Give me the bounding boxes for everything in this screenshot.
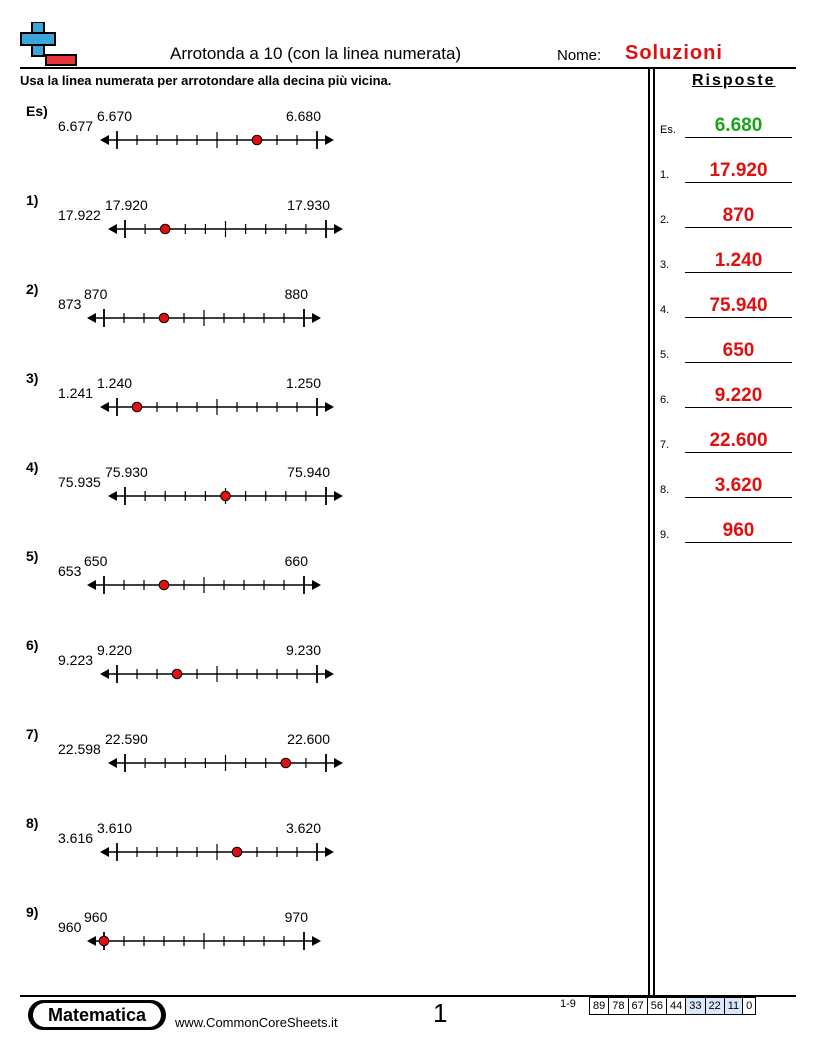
answer-row — [660, 286, 792, 318]
problem-value: 873 — [58, 296, 82, 312]
arrow-left-icon — [108, 224, 117, 234]
problem-number: 7) — [26, 726, 39, 742]
answer-number: 6. — [660, 394, 670, 406]
answer-number: 7. — [660, 439, 670, 451]
number-line-left-label: 75.930 — [105, 464, 148, 480]
problem-item — [0, 904, 640, 984]
problem-item — [0, 103, 640, 183]
problem-number: 5) — [26, 548, 39, 564]
number-line-right-label: 17.930 — [287, 197, 330, 213]
name-value: Soluzioni — [625, 42, 723, 64]
answer-value: 1.240 — [714, 250, 763, 271]
value-point — [252, 135, 262, 145]
value-point — [160, 224, 170, 234]
answers-heading: Risposte — [692, 72, 776, 89]
answer-underline — [685, 317, 792, 318]
answer-row — [660, 241, 792, 273]
number-line-left-label: 6.670 — [97, 108, 133, 124]
answer-row — [660, 421, 792, 453]
arrow-left-icon — [100, 669, 109, 679]
answer-row — [660, 466, 792, 498]
problem-number: 3) — [26, 370, 39, 386]
answer-underline — [685, 362, 792, 363]
answer-row — [660, 376, 792, 408]
value-point — [99, 936, 109, 946]
problem-value: 653 — [58, 563, 82, 579]
number-line-left-label: 650 — [84, 553, 108, 569]
arrow-right-icon — [334, 491, 343, 501]
answer-value: 6.680 — [714, 115, 763, 136]
problem-value: 22.598 — [58, 741, 101, 757]
score-cell: 44 — [666, 998, 685, 1014]
number-line — [0, 192, 400, 252]
answer-value: 3.620 — [714, 475, 763, 496]
number-line-left-label: 17.920 — [105, 197, 148, 213]
number-line-left-label: 22.590 — [105, 731, 148, 747]
number-line — [0, 103, 400, 163]
arrow-left-icon — [87, 936, 96, 946]
problem-number: 1) — [26, 192, 39, 208]
answer-number: 1. — [660, 169, 670, 181]
answer-number: 9. — [660, 529, 670, 541]
score-cell: 33 — [685, 998, 704, 1014]
arrow-right-icon — [334, 224, 343, 234]
answer-number: 8. — [660, 484, 670, 496]
answer-underline — [685, 407, 792, 408]
score-cell: 67 — [628, 998, 647, 1014]
number-line-right-label: 22.600 — [287, 731, 330, 747]
answer-value: 650 — [722, 340, 755, 361]
value-point — [221, 491, 231, 501]
problem-item — [0, 192, 640, 272]
answer-number: 4. — [660, 304, 670, 316]
number-line — [0, 637, 400, 697]
score-cell: 89 — [593, 1000, 606, 1012]
answer-row — [660, 196, 792, 228]
number-line — [0, 726, 400, 786]
number-line-right-label: 1.250 — [285, 375, 321, 391]
problem-value: 6.677 — [58, 118, 94, 134]
answer-number: 3. — [660, 259, 670, 271]
problem-number: 4) — [26, 459, 39, 475]
value-point — [172, 669, 182, 679]
problem-item — [0, 281, 640, 361]
score-cell: 56 — [647, 998, 666, 1014]
arrow-left-icon — [87, 580, 96, 590]
number-line-left-label: 960 — [84, 909, 108, 925]
answer-number: Es. — [660, 124, 676, 136]
answer-underline — [685, 452, 792, 453]
number-line — [0, 904, 400, 964]
answer-value: 9.220 — [714, 385, 763, 406]
subject-badge-label: Matematica — [33, 1003, 161, 1027]
number-line — [0, 815, 400, 875]
page-number: 1 — [433, 998, 448, 1028]
number-line — [0, 370, 400, 430]
column-divider — [653, 67, 655, 996]
problem-value: 9.223 — [58, 652, 94, 668]
number-line-right-label: 6.680 — [285, 108, 321, 124]
number-line-right-label: 970 — [284, 909, 308, 925]
arrow-right-icon — [312, 313, 321, 323]
answer-number: 2. — [660, 214, 670, 226]
score-table — [589, 997, 756, 1015]
number-line — [0, 548, 400, 608]
subject-badge — [28, 1000, 166, 1030]
plus-minus-logo-icon — [20, 22, 80, 68]
score-cell: 0 — [742, 998, 755, 1014]
value-point — [159, 580, 169, 590]
number-line-right-label: 9.230 — [285, 642, 321, 658]
problem-number: 6) — [26, 637, 39, 653]
arrow-right-icon — [325, 847, 334, 857]
arrow-left-icon — [100, 847, 109, 857]
problem-number: 9) — [26, 904, 39, 920]
value-point — [159, 313, 169, 323]
answer-value: 75.940 — [709, 295, 768, 316]
answer-row — [660, 331, 792, 363]
score-cell: 11 — [724, 998, 742, 1014]
problem-item — [0, 548, 640, 628]
score-cell: 78 — [608, 998, 627, 1014]
problem-value: 1.241 — [58, 385, 94, 401]
problem-item — [0, 370, 640, 450]
arrow-left-icon — [108, 491, 117, 501]
problem-number: 8) — [26, 815, 39, 831]
value-point — [132, 402, 142, 412]
answer-underline — [685, 137, 792, 138]
answer-value: 17.920 — [709, 160, 768, 181]
number-line-right-label: 880 — [284, 286, 308, 302]
arrow-right-icon — [334, 758, 343, 768]
problem-value: 960 — [58, 919, 82, 935]
score-range-label: 1-9 — [560, 998, 576, 1010]
value-point — [281, 758, 291, 768]
name-label: Nome: — [557, 47, 602, 64]
value-point — [232, 847, 242, 857]
arrow-right-icon — [325, 402, 334, 412]
answer-underline — [685, 497, 792, 498]
number-line-left-label: 9.220 — [97, 642, 133, 658]
page-title: Arrotonda a 10 (con la linea numerata) — [170, 44, 462, 63]
number-line — [0, 281, 400, 341]
number-line-left-label: 1.240 — [97, 375, 133, 391]
answer-underline — [685, 227, 792, 228]
problem-item — [0, 637, 640, 717]
answer-number: 5. — [660, 349, 670, 361]
arrow-right-icon — [312, 936, 321, 946]
arrow-right-icon — [312, 580, 321, 590]
answer-underline — [685, 542, 792, 543]
number-line — [0, 459, 400, 519]
number-line-right-label: 660 — [284, 553, 308, 569]
answer-row — [660, 151, 792, 183]
answer-row — [660, 511, 792, 543]
arrow-left-icon — [100, 402, 109, 412]
number-line-left-label: 3.610 — [97, 820, 133, 836]
number-line-right-label: 3.620 — [285, 820, 321, 836]
problem-value: 75.935 — [58, 474, 101, 490]
number-line-right-label: 75.940 — [287, 464, 330, 480]
arrow-left-icon — [108, 758, 117, 768]
footer-url: www.CommonCoreSheets.it — [175, 1015, 338, 1030]
answer-value: 22.600 — [709, 430, 768, 451]
answer-value: 870 — [722, 205, 755, 226]
problem-number: Es) — [26, 103, 48, 119]
arrow-left-icon — [100, 135, 109, 145]
answer-value: 960 — [722, 520, 755, 541]
number-line-left-label: 870 — [84, 286, 108, 302]
arrow-left-icon — [87, 313, 96, 323]
answer-underline — [685, 182, 792, 183]
header-divider — [20, 67, 796, 69]
arrow-right-icon — [325, 135, 334, 145]
arrow-right-icon — [325, 669, 334, 679]
problem-item — [0, 815, 640, 895]
answer-underline — [685, 272, 792, 273]
problem-value: 17.922 — [58, 207, 101, 223]
problem-value: 3.616 — [58, 830, 94, 846]
score-cell: 22 — [705, 998, 724, 1014]
problem-item — [0, 726, 640, 806]
problem-item — [0, 459, 640, 539]
answer-row — [660, 106, 792, 138]
column-divider — [648, 67, 650, 996]
instructions: Usa la linea numerata per arrotondare alla decina più vicina. — [20, 73, 392, 88]
problem-number: 2) — [26, 281, 39, 297]
